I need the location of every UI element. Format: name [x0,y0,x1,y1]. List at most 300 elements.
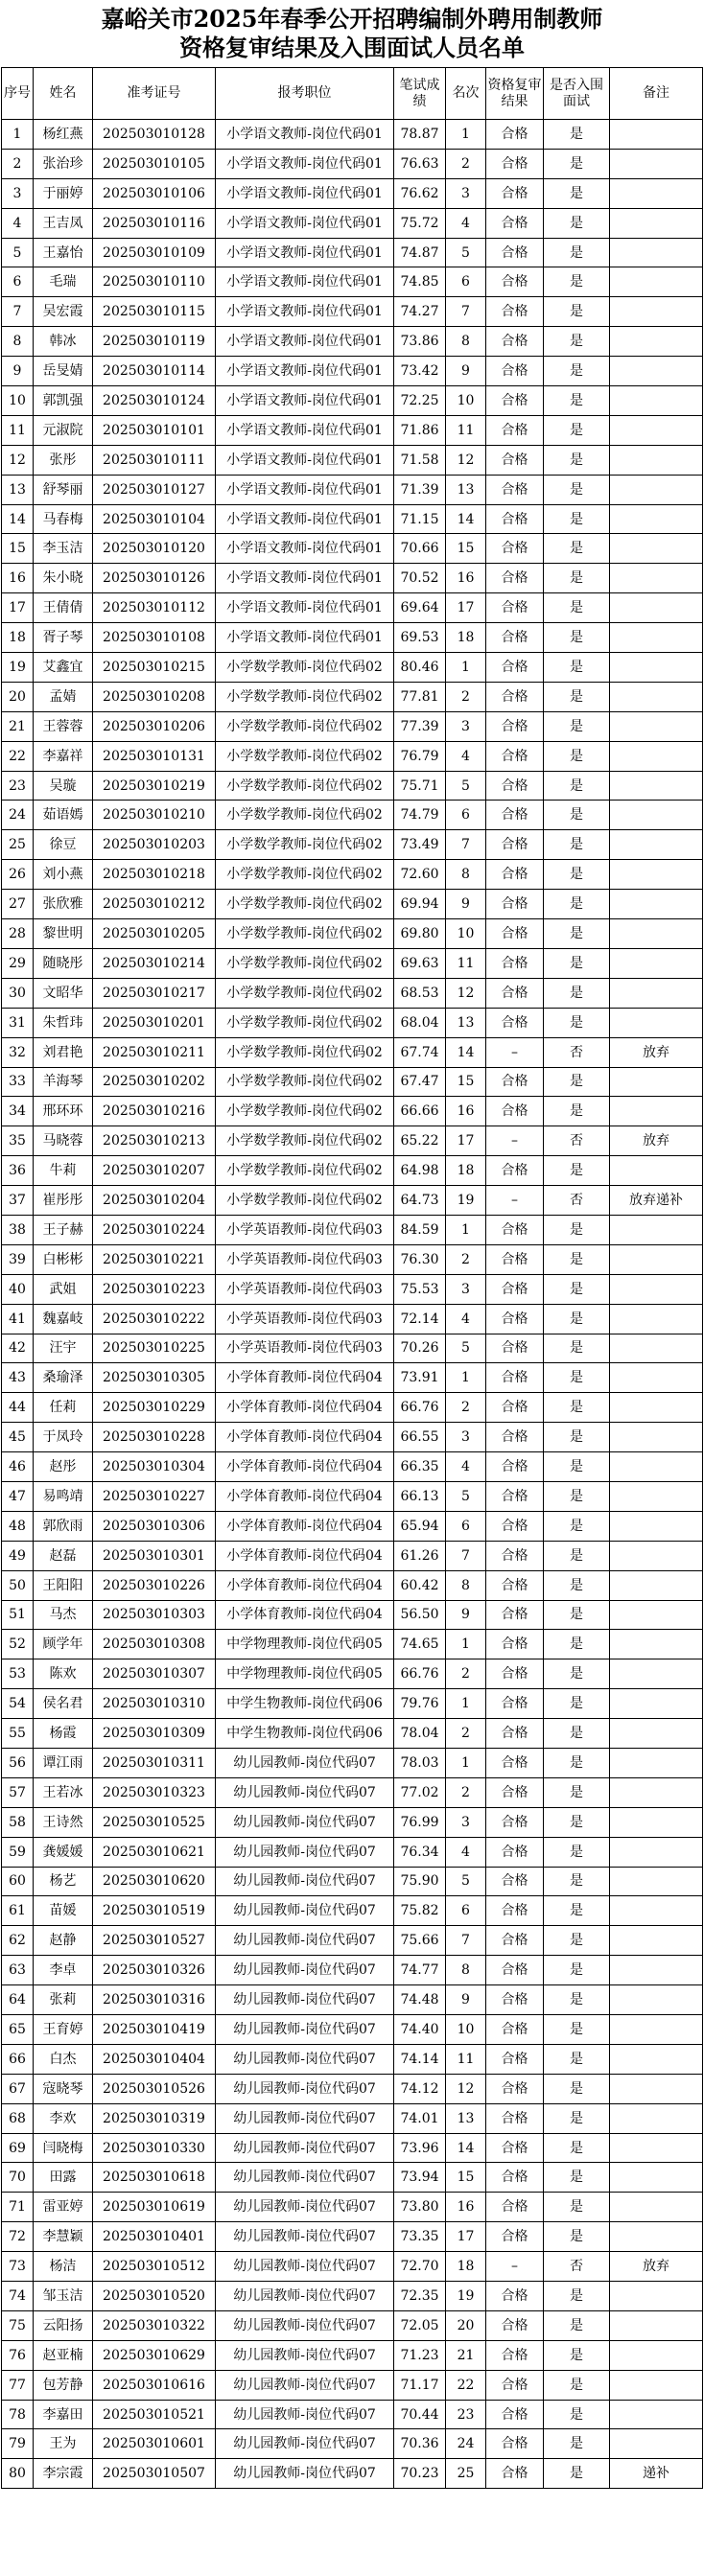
cell-rank: 9 [446,890,486,919]
table-row [2,1630,703,1659]
cell-rank: 5 [446,1334,486,1363]
table-row [2,2015,703,2045]
cell-ticket-number: 202503010203 [93,830,216,860]
table-row [2,890,703,919]
cell-position: 小学体育教师-岗位代码04 [216,1511,394,1541]
cell-remarks [610,593,703,623]
table-row [2,357,703,386]
cell-ticket-number: 202503010618 [93,2163,216,2193]
cell-review-result: 合格 [486,357,544,386]
cell-ticket-number: 202503010629 [93,2340,216,2370]
cell-written-score: 71.58 [394,445,446,475]
table-row [2,1244,703,1274]
cell-name: 吴宏霞 [34,297,93,327]
cell-interview-status: 是 [544,1244,610,1274]
cell-index: 77 [2,2370,34,2400]
cell-name: 胥子琴 [34,623,93,653]
cell-written-score: 75.53 [394,1274,446,1304]
cell-ticket-number: 202503010124 [93,386,216,416]
cell-ticket-number: 202503010206 [93,711,216,741]
cell-review-result: 合格 [486,208,544,238]
cell-ticket-number: 202503010319 [93,2103,216,2133]
header-remarks: 备注 [610,68,703,120]
cell-review-result: 合格 [486,2400,544,2429]
cell-review-result: 合格 [486,623,544,653]
cell-remarks [610,1067,703,1097]
table-row [2,1334,703,1363]
cell-review-result: 合格 [486,771,544,801]
cell-position: 小学语文教师-岗位代码01 [216,208,394,238]
cell-name: 张莉 [34,1985,93,2015]
cell-ticket-number: 202503010202 [93,1067,216,1097]
cell-ticket-number: 202503010201 [93,1008,216,1037]
cell-name: 李欢 [34,2103,93,2133]
cell-written-score: 73.86 [394,327,446,357]
cell-review-result: 合格 [486,475,544,504]
cell-remarks [610,2193,703,2222]
cell-review-result: 合格 [486,1481,544,1511]
cell-rank: 1 [446,1748,486,1777]
cell-position: 小学语文教师-岗位代码01 [216,475,394,504]
cell-written-score: 72.25 [394,386,446,416]
cell-rank: 19 [446,1186,486,1216]
table-row [2,1570,703,1600]
cell-written-score: 74.79 [394,801,446,830]
cell-interview-status: 是 [544,2459,610,2489]
cell-index: 15 [2,534,34,564]
cell-remarks [610,1452,703,1482]
cell-position: 小学语文教师-岗位代码01 [216,327,394,357]
cell-name: 吴璇 [34,771,93,801]
cell-remarks [610,711,703,741]
cell-position: 幼儿园教师-岗位代码07 [216,2252,394,2282]
table-row [2,1956,703,1985]
cell-written-score: 69.64 [394,593,446,623]
cell-position: 幼儿园教师-岗位代码07 [216,1807,394,1837]
table-row [2,1600,703,1630]
cell-index: 59 [2,1837,34,1867]
cell-position: 小学英语教师-岗位代码03 [216,1244,394,1274]
cell-interview-status: 是 [544,1541,610,1570]
cell-name: 张治珍 [34,149,93,178]
table-row [2,2370,703,2400]
cell-rank: 4 [446,208,486,238]
cell-interview-status: 是 [544,1985,610,2015]
cell-interview-status: 是 [544,1600,610,1630]
cell-ticket-number: 202503010215 [93,653,216,683]
cell-rank: 2 [446,1393,486,1423]
cell-interview-status: 是 [544,1067,610,1097]
cell-remarks [610,2429,703,2459]
cell-name: 艾鑫宜 [34,653,93,683]
table-row [2,1274,703,1304]
cell-index: 76 [2,2340,34,2370]
cell-remarks [610,830,703,860]
cell-review-result: 合格 [486,2282,544,2311]
cell-position: 小学数学教师-岗位代码02 [216,653,394,683]
cell-index: 47 [2,1481,34,1511]
cell-index: 66 [2,2044,34,2074]
cell-name: 毛瑞 [34,267,93,297]
cell-remarks [610,208,703,238]
table-row [2,238,703,267]
cell-interview-status: 是 [544,711,610,741]
cell-ticket-number: 202503010527 [93,1926,216,1956]
cell-written-score: 72.14 [394,1304,446,1334]
cell-remarks [610,267,703,297]
cell-remarks [610,120,703,150]
cell-index: 49 [2,1541,34,1570]
cell-interview-status: 是 [544,1896,610,1926]
cell-interview-status: 是 [544,564,610,593]
cell-interview-status: 是 [544,475,610,504]
cell-rank: 14 [446,2133,486,2163]
cell-review-result: 合格 [486,1570,544,1600]
cell-index: 52 [2,1630,34,1659]
cell-written-score: 72.60 [394,860,446,890]
cell-written-score: 79.76 [394,1689,446,1719]
header-position: 报考职位 [216,68,394,120]
cell-rank: 16 [446,1097,486,1126]
cell-interview-status: 是 [544,238,610,267]
cell-ticket-number: 202503010521 [93,2400,216,2429]
cell-review-result: 合格 [486,238,544,267]
cell-rank: 20 [446,2310,486,2340]
cell-rank: 17 [446,2222,486,2252]
cell-index: 51 [2,1600,34,1630]
table-row [2,2103,703,2133]
cell-name: 苗媛 [34,1896,93,1926]
cell-position: 幼儿园教师-岗位代码07 [216,2015,394,2045]
table-row [2,1215,703,1244]
cell-rank: 8 [446,1956,486,1985]
cell-position: 幼儿园教师-岗位代码07 [216,1777,394,1807]
cell-index: 33 [2,1067,34,1097]
cell-ticket-number: 202503010323 [93,1777,216,1807]
cell-review-result: 合格 [486,1719,544,1749]
cell-review-result: 合格 [486,1926,544,1956]
cell-review-result: 合格 [486,948,544,978]
results-table [1,67,703,2489]
cell-ticket-number: 202503010225 [93,1334,216,1363]
cell-index: 27 [2,890,34,919]
cell-index: 71 [2,2193,34,2222]
table-row [2,1689,703,1719]
cell-ticket-number: 202503010112 [93,593,216,623]
cell-name: 侯名君 [34,1689,93,1719]
cell-rank: 2 [446,1777,486,1807]
table-row [2,978,703,1008]
cell-remarks [610,1719,703,1749]
cell-remarks [610,2370,703,2400]
cell-index: 8 [2,327,34,357]
cell-remarks [610,1867,703,1896]
cell-rank: 2 [446,1659,486,1689]
cell-ticket-number: 202503010205 [93,919,216,949]
cell-review-result: 合格 [486,2103,544,2133]
cell-remarks [610,919,703,949]
table-row [2,682,703,711]
cell-written-score: 65.22 [394,1126,446,1156]
cell-review-result: 合格 [486,1215,544,1244]
cell-position: 小学语文教师-岗位代码01 [216,297,394,327]
cell-review-result: 合格 [486,682,544,711]
table-row [2,1659,703,1689]
cell-index: 28 [2,919,34,949]
cell-index: 57 [2,1777,34,1807]
cell-written-score: 73.96 [394,2133,446,2163]
cell-position: 小学语文教师-岗位代码01 [216,623,394,653]
cell-name: 任莉 [34,1393,93,1423]
cell-written-score: 73.94 [394,2163,446,2193]
cell-review-result: 合格 [486,2459,544,2489]
cell-name: 杨霞 [34,1719,93,1749]
cell-interview-status: 是 [544,357,610,386]
cell-review-result: – [486,1186,544,1216]
cell-remarks [610,327,703,357]
cell-ticket-number: 202503010316 [93,1985,216,2015]
cell-remarks [610,741,703,771]
cell-index: 75 [2,2310,34,2340]
cell-interview-status: 是 [544,1777,610,1807]
cell-rank: 3 [446,711,486,741]
cell-review-result: 合格 [486,1008,544,1037]
cell-name: 赵彤 [34,1452,93,1482]
cell-index: 79 [2,2429,34,2459]
cell-position: 小学英语教师-岗位代码03 [216,1334,394,1363]
cell-remarks [610,978,703,1008]
cell-index: 44 [2,1393,34,1423]
table-row [2,2459,703,2489]
cell-review-result: 合格 [486,830,544,860]
cell-position: 幼儿园教师-岗位代码07 [216,2133,394,2163]
cell-written-score: 68.04 [394,1008,446,1037]
table-row [2,1985,703,2015]
cell-remarks [610,1600,703,1630]
cell-written-score: 74.40 [394,2015,446,2045]
cell-ticket-number: 202503010119 [93,327,216,357]
cell-name: 朱哲玮 [34,1008,93,1037]
cell-index: 3 [2,178,34,208]
cell-name: 杨红燕 [34,120,93,150]
cell-name: 武姐 [34,1274,93,1304]
cell-rank: 8 [446,860,486,890]
table-row [2,1719,703,1749]
cell-review-result: 合格 [486,1600,544,1630]
cell-ticket-number: 202503010115 [93,297,216,327]
cell-review-result: 合格 [486,2222,544,2252]
cell-written-score: 69.63 [394,948,446,978]
cell-ticket-number: 202503010101 [93,415,216,445]
cell-name: 王嘉怡 [34,238,93,267]
cell-name: 王蓉蓉 [34,711,93,741]
cell-remarks [610,1956,703,1985]
cell-position: 幼儿园教师-岗位代码07 [216,1837,394,1867]
cell-written-score: 70.52 [394,564,446,593]
cell-ticket-number: 202503010213 [93,1126,216,1156]
table-row [2,801,703,830]
cell-written-score: 60.42 [394,1570,446,1600]
cell-rank: 17 [446,593,486,623]
cell-written-score: 78.04 [394,1719,446,1749]
cell-position: 小学语文教师-岗位代码01 [216,504,394,534]
cell-written-score: 84.59 [394,1215,446,1244]
cell-ticket-number: 202503010104 [93,504,216,534]
cell-remarks [610,2015,703,2045]
cell-ticket-number: 202503010108 [93,623,216,653]
cell-ticket-number: 202503010226 [93,1570,216,1600]
cell-index: 29 [2,948,34,978]
cell-interview-status: 是 [544,534,610,564]
cell-written-score: 66.55 [394,1423,446,1452]
cell-index: 24 [2,801,34,830]
cell-written-score: 77.81 [394,682,446,711]
cell-rank: 7 [446,297,486,327]
cell-interview-status: 是 [544,1837,610,1867]
cell-review-result: 合格 [486,1452,544,1482]
cell-position: 小学数学教师-岗位代码02 [216,771,394,801]
cell-rank: 4 [446,1304,486,1334]
cell-ticket-number: 202503010308 [93,1630,216,1659]
table-row [2,2044,703,2074]
cell-written-score: 75.82 [394,1896,446,1926]
cell-position: 小学体育教师-岗位代码04 [216,1541,394,1570]
cell-rank: 1 [446,1363,486,1393]
cell-ticket-number: 202503010218 [93,860,216,890]
cell-index: 68 [2,2103,34,2133]
cell-written-score: 70.26 [394,1334,446,1363]
cell-review-result: 合格 [486,534,544,564]
header-index: 序号 [2,68,34,120]
cell-name: 于丽婷 [34,178,93,208]
cell-position: 小学英语教师-岗位代码03 [216,1215,394,1244]
cell-name: 魏嘉岐 [34,1304,93,1334]
cell-review-result: – [486,1037,544,1067]
cell-remarks [610,1541,703,1570]
cell-index: 48 [2,1511,34,1541]
cell-position: 小学语文教师-岗位代码01 [216,267,394,297]
cell-position: 幼儿园教师-岗位代码07 [216,2340,394,2370]
cell-review-result: 合格 [486,1748,544,1777]
cell-review-result: 合格 [486,2163,544,2193]
cell-rank: 4 [446,1452,486,1482]
cell-interview-status: 是 [544,1481,610,1511]
cell-interview-status: 是 [544,2429,610,2459]
cell-index: 2 [2,149,34,178]
cell-position: 小学数学教师-岗位代码02 [216,890,394,919]
cell-written-score: 67.47 [394,1067,446,1097]
cell-index: 30 [2,978,34,1008]
cell-name: 崔彤彤 [34,1186,93,1216]
cell-interview-status: 是 [544,771,610,801]
cell-rank: 14 [446,1037,486,1067]
cell-remarks [610,2282,703,2311]
cell-written-score: 71.39 [394,475,446,504]
cell-position: 幼儿园教师-岗位代码07 [216,2282,394,2311]
cell-remarks [610,1985,703,2015]
cell-interview-status: 是 [544,1926,610,1956]
cell-ticket-number: 202503010105 [93,149,216,178]
cell-rank: 1 [446,1689,486,1719]
cell-written-score: 66.76 [394,1393,446,1423]
cell-interview-status: 是 [544,445,610,475]
cell-written-score: 67.74 [394,1037,446,1067]
cell-remarks [610,2103,703,2133]
cell-interview-status: 是 [544,2103,610,2133]
cell-interview-status: 是 [544,1719,610,1749]
cell-index: 69 [2,2133,34,2163]
cell-remarks [610,801,703,830]
table-row [2,208,703,238]
cell-written-score: 65.94 [394,1511,446,1541]
cell-name: 汪宇 [34,1334,93,1363]
cell-written-score: 70.36 [394,2429,446,2459]
cell-rank: 4 [446,1837,486,1867]
cell-review-result: 合格 [486,741,544,771]
cell-remarks [610,2133,703,2163]
cell-name: 牛莉 [34,1156,93,1186]
cell-written-score: 68.53 [394,978,446,1008]
cell-written-score: 77.02 [394,1777,446,1807]
cell-index: 38 [2,1215,34,1244]
cell-written-score: 71.17 [394,2370,446,2400]
cell-review-result: 合格 [486,1423,544,1452]
cell-rank: 9 [446,1985,486,2015]
cell-position: 小学体育教师-岗位代码04 [216,1570,394,1600]
cell-review-result: 合格 [486,2044,544,2074]
cell-index: 22 [2,741,34,771]
cell-interview-status: 是 [544,267,610,297]
cell-written-score: 66.76 [394,1659,446,1689]
cell-position: 幼儿园教师-岗位代码07 [216,2103,394,2133]
cell-remarks [610,890,703,919]
cell-interview-status: 否 [544,1186,610,1216]
cell-name: 白彬彬 [34,1244,93,1274]
table-row [2,1777,703,1807]
cell-index: 4 [2,208,34,238]
cell-index: 6 [2,267,34,297]
cell-position: 小学语文教师-岗位代码01 [216,534,394,564]
table-row [2,1541,703,1570]
cell-written-score: 75.66 [394,1926,446,1956]
cell-index: 34 [2,1097,34,1126]
cell-rank: 18 [446,623,486,653]
cell-review-result: 合格 [486,711,544,741]
cell-name: 杨洁 [34,2252,93,2282]
cell-interview-status: 是 [544,741,610,771]
table-row [2,1452,703,1482]
cell-interview-status: 是 [544,2310,610,2340]
cell-ticket-number: 202503010126 [93,564,216,593]
cell-written-score: 61.26 [394,1541,446,1570]
cell-name: 赵磊 [34,1541,93,1570]
cell-index: 12 [2,445,34,475]
cell-ticket-number: 202503010512 [93,2252,216,2282]
cell-remarks [610,1630,703,1659]
cell-remarks [610,2163,703,2193]
cell-name: 元淑院 [34,415,93,445]
cell-ticket-number: 202503010616 [93,2370,216,2400]
cell-name: 李慧颖 [34,2222,93,2252]
cell-written-score: 73.35 [394,2222,446,2252]
cell-rank: 1 [446,1630,486,1659]
table-row [2,534,703,564]
cell-rank: 19 [446,2282,486,2311]
cell-interview-status: 是 [544,978,610,1008]
cell-interview-status: 是 [544,2340,610,2370]
cell-rank: 6 [446,1896,486,1926]
cell-written-score: 74.48 [394,1985,446,2015]
